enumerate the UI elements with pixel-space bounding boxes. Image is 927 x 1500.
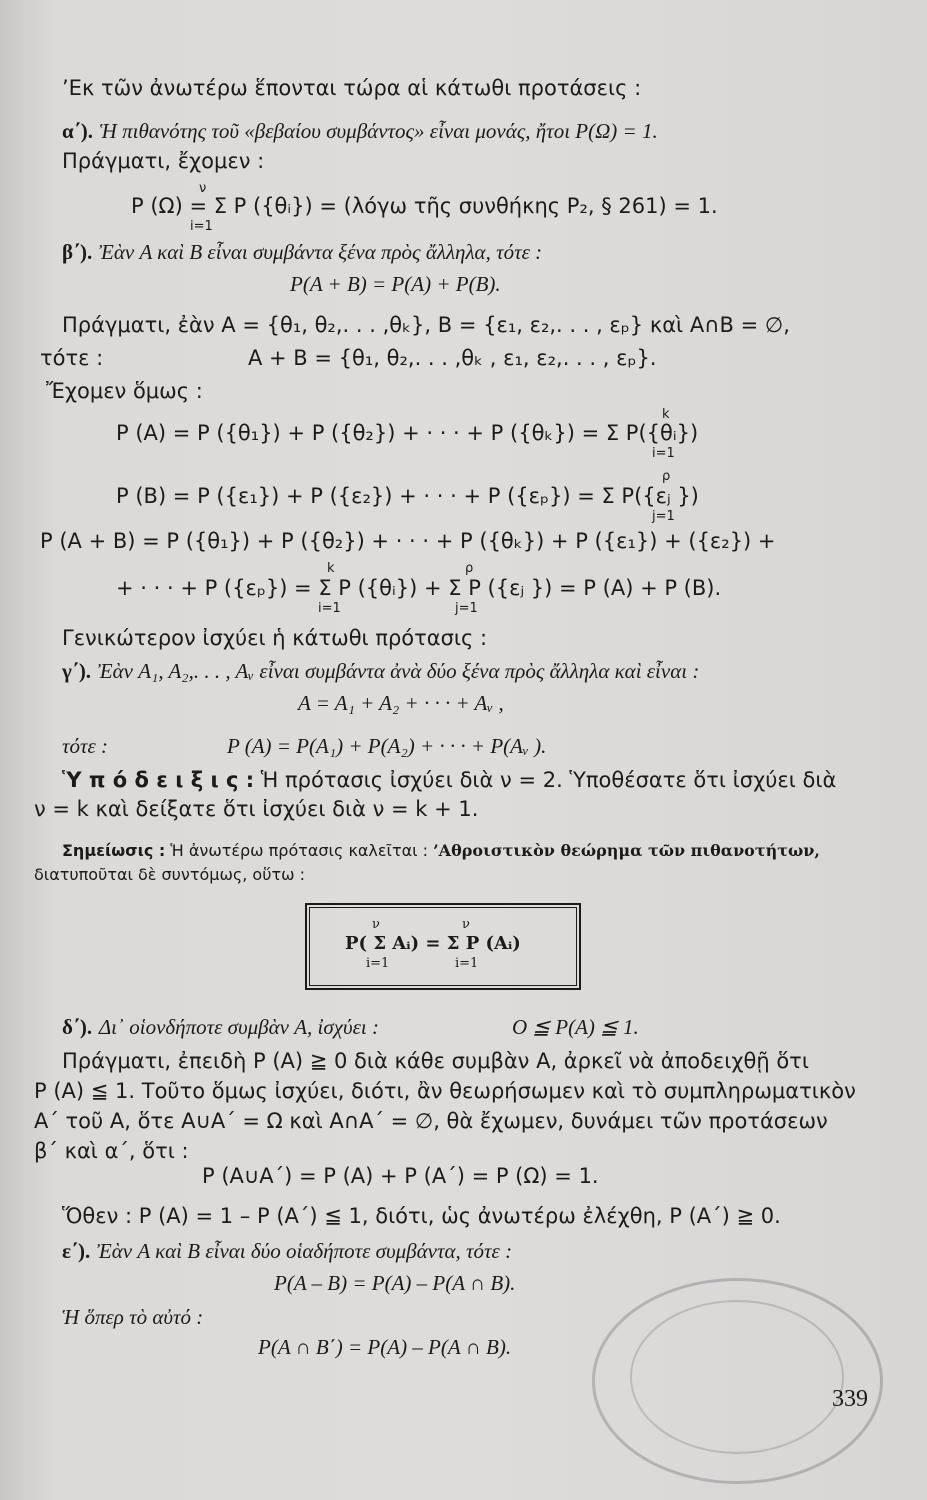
sum-lower-limit: i=1 xyxy=(455,956,479,971)
text-line: Ἡ ὅπερ τὸ αὐτό : xyxy=(62,1305,204,1329)
formula-line: P (A) = P(A₁) + P(A₂) + · · · + P(Aᵥ ). xyxy=(227,734,547,758)
library-stamp-inner-ring xyxy=(630,1300,844,1454)
proposition-e-label: ε΄). xyxy=(62,1239,91,1263)
theorem-formula: P( Σ Aᵢ) = Σ P (Aᵢ) xyxy=(345,933,521,954)
text-line: Ἔχομεν ὅμως : xyxy=(46,379,203,403)
sum-lower-limit: j=1 xyxy=(652,509,675,524)
hint-label: Ὑ π ό δ ε ι ξ ι ς : xyxy=(62,768,255,792)
text-line: A΄ τοῦ A, ὅτε A∪A΄ = Ω καὶ A∩A΄ = ∅, θὰ ἔχωμεν, δυνάμει τῶν προτάσεων xyxy=(34,1109,828,1133)
proposition-b-text: Ἐὰν A καὶ B εἶναι συμβάντα ξένα πρὸς ἄλληλα, τότε : xyxy=(99,240,543,264)
formula-line: P (Ω) = Σ P ({θᵢ}) = (λόγω τῆς συνθήκης P₂, § 261) = 1. xyxy=(131,194,718,218)
sum-upper-limit: ρ xyxy=(662,469,671,484)
note-label: Σημείωσις : xyxy=(62,841,166,860)
note-line xyxy=(62,838,820,864)
sum-upper-limit: ν xyxy=(199,181,207,196)
text-line: διατυποῦται δὲ συντόμως, οὕτω : xyxy=(34,865,305,884)
formula-line: P (A) = P ({θ₁}) + P ({θ₂}) + · · · + P ({θₖ}) = Σ P({θᵢ}) xyxy=(116,421,699,445)
formula-line: + · · · + P ({εₚ}) = Σ P ({θᵢ}) + Σ P ({εⱼ }) = P (A) + P (B). xyxy=(116,576,722,600)
intro-line: ’Εκ τῶν ἀνωτέρω ἕπονται τώρα αἱ κάτωθι προτάσεις : xyxy=(62,76,642,100)
sum-lower-limit: i=1 xyxy=(318,601,341,616)
proposition-e xyxy=(62,1238,512,1264)
text-line: β΄ καὶ α΄, ὅτι : xyxy=(34,1139,189,1163)
page-number: 339 xyxy=(832,1386,868,1412)
proposition-b xyxy=(62,239,542,265)
sum-upper-limit: ρ xyxy=(465,561,474,576)
sum-upper-limit: k xyxy=(662,407,670,422)
formula-line: A = A₁ + A₂ + · · · + Aᵥ , xyxy=(298,691,504,715)
text-line: Πράγματι, ἐὰν A = {θ₁, θ₂,. . . ,θₖ}, B = {ε₁, ε₂,. . . , εₚ} καὶ A∩B = ∅, xyxy=(62,313,790,337)
text-line: ν = k καὶ δείξατε ὅτι ἰσχύει διὰ ν = k + 1. xyxy=(34,797,479,821)
text-line: τότε : xyxy=(40,346,104,370)
sum-lower-limit: i=1 xyxy=(366,956,390,971)
note-bold-text: ’Αθροιστικὸν θεώρημα τῶν πιθανοτήτων, xyxy=(433,841,820,860)
sum-upper-limit: ν xyxy=(372,917,380,932)
proposition-b-label: β΄). xyxy=(62,240,93,264)
text-line: Πράγματι, ἔχομεν : xyxy=(62,149,265,173)
proposition-d-text: Δι᾿ οἱονδήποτε συμβὰν A, ἰσχύει : xyxy=(98,1015,379,1039)
text-line: P (A) ≦ 1. Τοῦτο ὅμως ἰσχύει, διότι, ἂν θεωρήσωμεν καὶ τὸ συμπληρωματικὸν xyxy=(34,1079,856,1103)
proposition-c-label: γ΄). xyxy=(62,659,92,683)
proposition-c-text: Ἐὰν A₁, A₂,. . . , Aᵥ εἶναι συμβάντα ἀνὰ δύο ξένα πρὸς ἄλληλα καὶ εἶναι : xyxy=(97,659,700,683)
formula-line: A + B = {θ₁, θ₂,. . . ,θₖ , ε₁, ε₂,. . . , εₚ}. xyxy=(248,346,657,370)
text-line: Ὅθεν : P (A) = 1 – P (A΄) ≦ 1, διότι, ὡς ἀνωτέρω ἐλέχθη, P (A΄) ≧ 0. xyxy=(62,1204,781,1228)
sum-upper-limit: ν xyxy=(462,917,470,932)
sum-lower-limit: i=1 xyxy=(652,446,675,461)
formula-line: P(A ∩ B΄) = P(A) – P(A ∩ B). xyxy=(258,1335,512,1359)
sum-lower-limit: j=1 xyxy=(455,601,478,616)
proposition-c xyxy=(62,658,699,684)
sum-lower-limit: i=1 xyxy=(190,219,213,234)
proposition-a xyxy=(62,118,658,144)
text-line: Γενικώτερον ἰσχύει ἡ κάτωθι πρότασις : xyxy=(62,626,488,650)
hint-line xyxy=(62,767,836,793)
formula-line: P (A∪A΄) = P (A) + P (A΄) = P (Ω) = 1. xyxy=(202,1164,599,1188)
sum-upper-limit: k xyxy=(327,561,335,576)
note-text: Ἡ ἀνωτέρω πρότασις καλεῖται : xyxy=(170,841,429,860)
formula-line: P(A – B) = P(A) – P(A ∩ B). xyxy=(274,1271,516,1295)
proposition-a-text: Ἡ πιθανότης τοῦ «βεβαίου συμβάντος» εἶναι μονάς, ἤτοι P(Ω) = 1. xyxy=(99,119,658,143)
text-line: τότε : xyxy=(62,734,109,758)
proposition-d-label: δ΄). xyxy=(62,1015,93,1039)
formula-line: P (A + B) = P ({θ₁}) + P ({θ₂}) + · · · + P ({θₖ}) + P ({ε₁}) + ({ε₂}) + xyxy=(40,529,776,553)
text-line: Πράγματι, ἐπειδὴ P (A) ≧ 0 διὰ κάθε συμβὰν A, ἀρκεῖ νὰ ἀποδειχθῇ ὅτι xyxy=(62,1049,809,1073)
formula-line: P(A + B) = P(A) + P(B). xyxy=(290,272,501,296)
hint-text: Ἡ πρότασις ἰσχύει διὰ ν = 2. Ὑποθέσατε ὅτι ἰσχύει διὰ xyxy=(260,768,837,792)
formula-line: O ≦ P(A) ≦ 1. xyxy=(512,1015,639,1039)
proposition-e-text: Ἐὰν A καὶ B εἶναι δύο οἱαδήποτε συμβάντα, τότε : xyxy=(96,1239,513,1263)
proposition-a-label: α΄). xyxy=(62,119,93,143)
formula-line: P (B) = P ({ε₁}) + P ({ε₂}) + · · · + P ({εₚ}) = Σ P({εⱼ }) xyxy=(116,484,699,508)
proposition-d xyxy=(62,1014,379,1040)
